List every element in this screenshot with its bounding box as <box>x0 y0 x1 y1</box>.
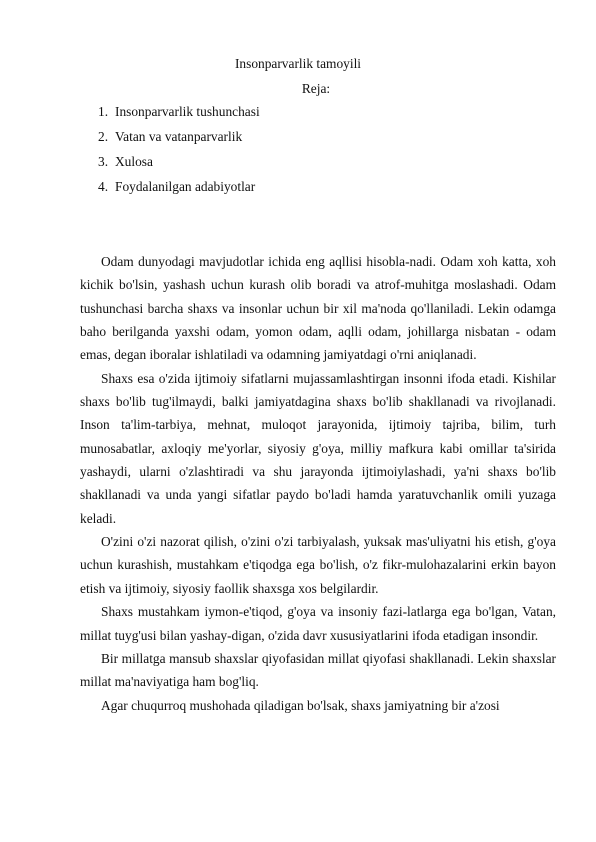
plan-item-text: Insonparvarlik tushunchasi <box>115 104 260 119</box>
body-paragraph: Odam dunyodagi mavjudotlar ichida eng aqllisi hisobla-nadi. Odam xoh katta, xoh kichik bo'lsin, yashash uchun kurash olib boradi va atrof-muhitga moslashadi. Odam tushunchasi barcha shaxs va insonlar uchun bir xil ma'noda qo'llaniladi. Lekin odamga baho berilganda yaxshi odam, yomon odam, aqlli odam, johillarga nisbatan - odam emas, degan iboralar ishlatiladi va odamning jamiyatdagi o'rni aniqlanadi. <box>80 254 556 363</box>
plan-item <box>98 104 260 129</box>
plan-item-text: Xulosa <box>115 154 153 169</box>
plan-item-text: Vatan va vatanparvarlik <box>115 129 243 144</box>
plan-item-text: Foydalanilgan adabiyotlar <box>115 179 256 194</box>
body-paragraph: Agar chuqurroq mushohada qiladigan bo'lsak, shaxs jamiyatning bir a'zosi <box>101 697 500 713</box>
plan-list <box>98 104 260 204</box>
document-title: Insonparvarlik tamoyili <box>234 56 362 71</box>
body-paragraph: Shaxs esa o'zida ijtimoiy sifatlarni mujassamlashtirgan insonni ifoda etadi. Kishilar shaxs bo'lib tug'ilmaydi, balki jamiyatdagina shaxs bo'lib shakllanadi va rivojlanadi. Inson ta'lim-tarbiya, mehnat, muloqot jarayonida, ijtimoiy tajriba, bilim, turh munosabatlar, axloqiy me'yorlar, siyosiy g'oya, milliy mafkura kabi omillar ta'sirida yashaydi, ularni o'zlashtiradi va shu jarayonda ijtimoiylashadi, ya'ni shaxs bo'lib shakllanadi va unda yangi sifatlar paydo bo'ladi hamda yaratuvchanlik omili yuzaga keladi. <box>80 370 556 526</box>
plan-item-number: 4. <box>98 179 109 194</box>
document-body <box>80 250 556 717</box>
body-paragraph: Bir millatga mansub shaxslar qiyofasidan millat qiyofasi shakllanadi. Lekin shaxslar millat ma'naviyatiga ham bog'liq. <box>80 650 556 690</box>
plan-item <box>98 129 260 154</box>
plan-item-number: 1. <box>98 104 109 119</box>
body-paragraph: Shaxs mustahkam iymon-e'tiqod, g'oya va insoniy fazi-latlarga ega bo'lgan, Vatan, millat tuyg'usi bilan yashay-digan, o'zida davr xususiyatlarini ifoda etadigan insondir. <box>80 604 556 643</box>
body-paragraph: O'zini o'zi nazorat qilish, o'zini o'zi tarbiyalash, yuksak mas'uliyatni his etish, g'oya uchun kurashish, mustahkam e'tiqodga ega bo'lish, o'z fikr-mulohazalarini erkin bayon etish va ijtimoiy, siyosiy faollik shaxsga xos belgilardir. <box>80 534 556 596</box>
plan-heading: Reja: <box>301 81 331 96</box>
plan-item <box>98 179 260 204</box>
plan-item <box>98 154 260 179</box>
plan-item-number: 3. <box>98 154 109 169</box>
plan-item-number: 2. <box>98 129 109 144</box>
